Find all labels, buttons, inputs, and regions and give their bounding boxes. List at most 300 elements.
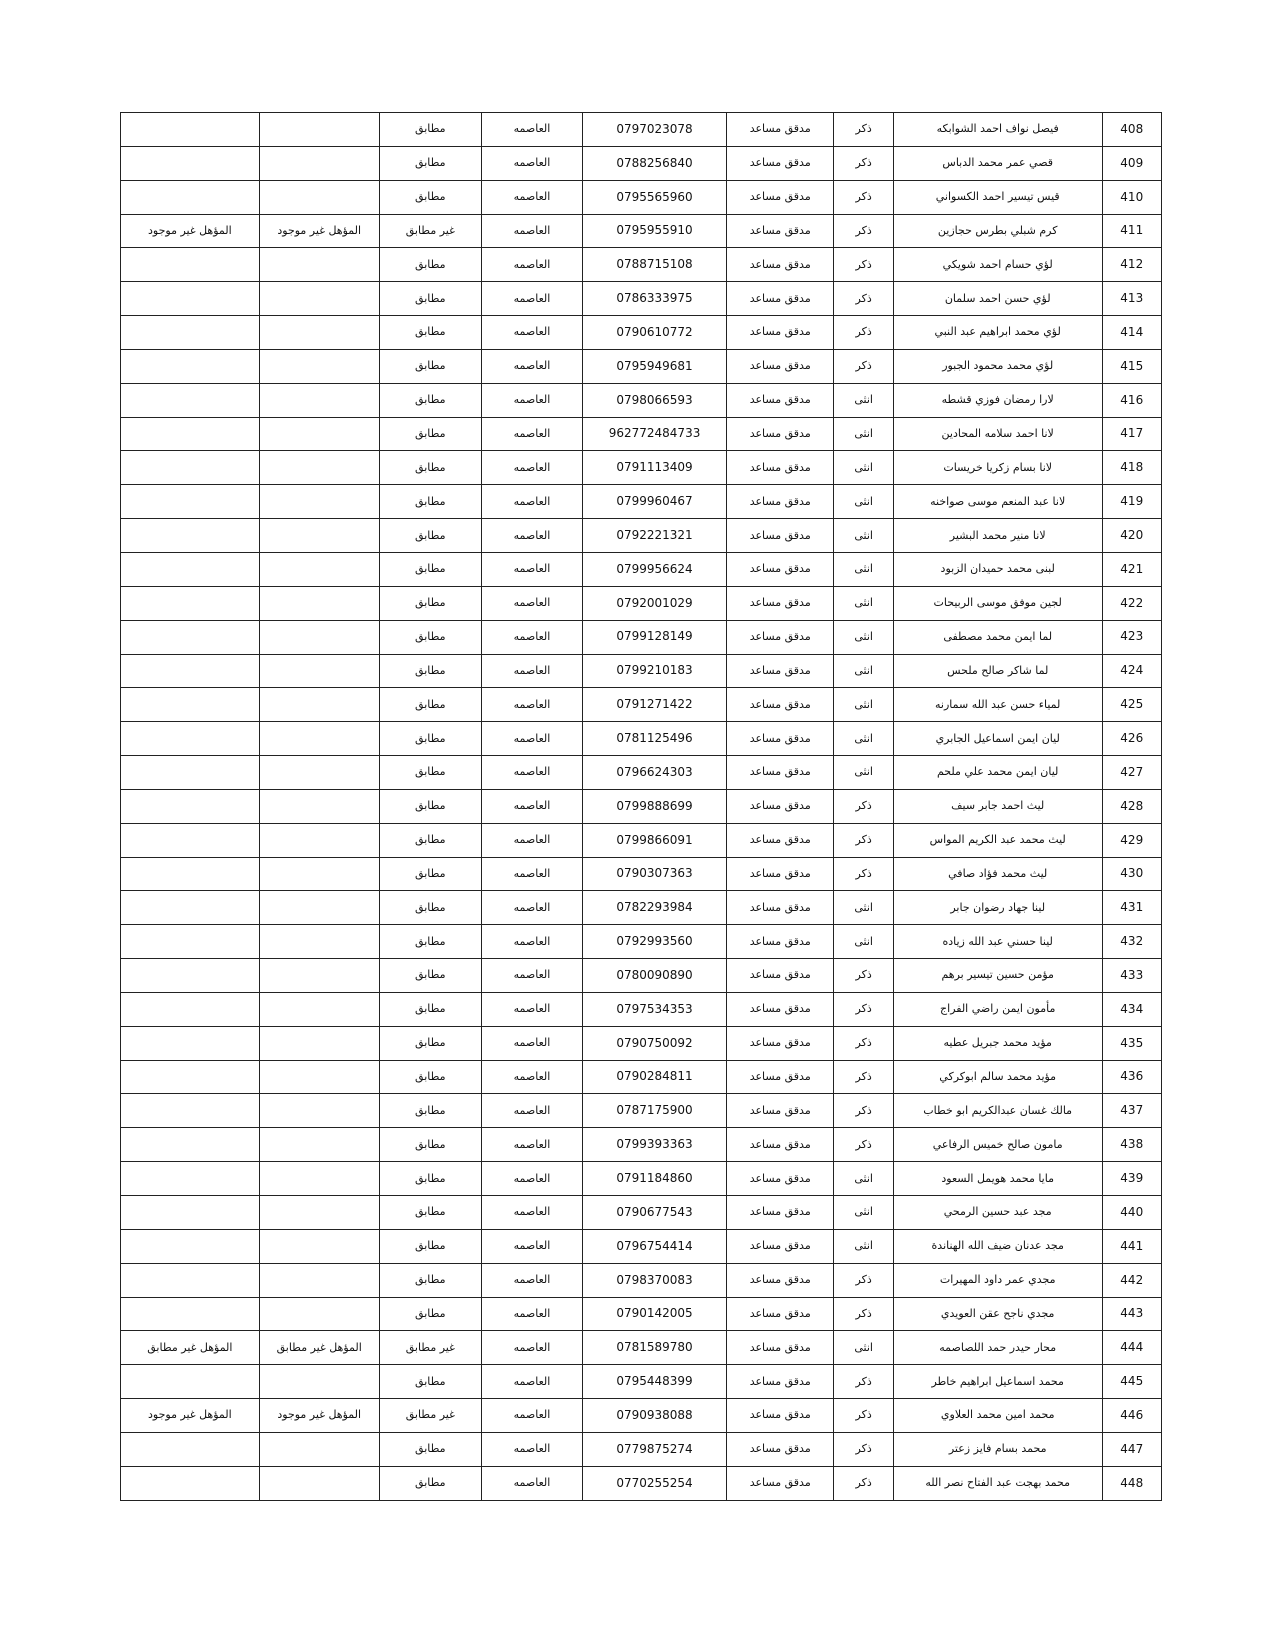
job-title-cell: مدقق مساعد [727,1060,834,1094]
phone-cell: 0799960467 [583,485,727,519]
full-name-cell: ليث محمد عبد الكريم المواس [893,823,1102,857]
full-name-cell: لما ايمن محمد مصطفى [893,620,1102,654]
full-name-cell: لانا منير محمد البشير [893,519,1102,553]
qualification-note-2-cell [121,1162,260,1196]
match-status-cell: مطابق [379,722,481,756]
full-name-cell: ليان ايمن محمد علي ملحم [893,756,1102,790]
full-name-cell: قيس تيسير احمد الكسواني [893,180,1102,214]
region-cell: العاصمه [481,959,582,993]
table-row [121,959,1162,993]
phone-cell: 0790938088 [583,1399,727,1433]
job-title-cell: مدقق مساعد [727,146,834,180]
gender-cell: ذكر [834,1297,893,1331]
phone-cell: 0799866091 [583,823,727,857]
qualification-note-1-cell: المؤهل غير موجود [259,214,379,248]
region-cell: العاصمه [481,891,582,925]
phone-cell: 0786333975 [583,282,727,316]
gender-cell: انثى [834,485,893,519]
row-number-cell: 420 [1102,519,1162,553]
match-status-cell: مطابق [379,417,481,451]
match-status-cell: مطابق [379,1060,481,1094]
qualification-note-1-cell [259,1297,379,1331]
gender-cell: ذكر [834,349,893,383]
qualification-note-1-cell [259,620,379,654]
table-row [121,146,1162,180]
job-title-cell: مدقق مساعد [727,586,834,620]
phone-cell: 0780090890 [583,959,727,993]
phone-cell: 0795565960 [583,180,727,214]
row-number-cell: 445 [1102,1365,1162,1399]
job-title-cell: مدقق مساعد [727,654,834,688]
job-title-cell: مدقق مساعد [727,1229,834,1263]
job-title-cell: مدقق مساعد [727,1432,834,1466]
job-title-cell: مدقق مساعد [727,180,834,214]
qualification-note-1-cell [259,586,379,620]
qualification-note-1-cell [259,451,379,485]
gender-cell: ذكر [834,248,893,282]
qualification-note-2-cell [121,992,260,1026]
row-number-cell: 448 [1102,1466,1162,1500]
job-title-cell: مدقق مساعد [727,349,834,383]
job-title-cell: مدقق مساعد [727,1094,834,1128]
full-name-cell: مؤيد محمد جبريل عطيه [893,1026,1102,1060]
gender-cell: انثى [834,620,893,654]
job-title-cell: مدقق مساعد [727,282,834,316]
full-name-cell: لانا بسام زكريا خريسات [893,451,1102,485]
qualification-note-1-cell [259,1196,379,1230]
phone-cell: 0787175900 [583,1094,727,1128]
job-title-cell: مدقق مساعد [727,383,834,417]
row-number-cell: 412 [1102,248,1162,282]
job-title-cell: مدقق مساعد [727,1331,834,1365]
gender-cell: ذكر [834,214,893,248]
table-row [121,891,1162,925]
full-name-cell: لينا جهاد رضوان جابر [893,891,1102,925]
match-status-cell: مطابق [379,1297,481,1331]
phone-cell: 0791113409 [583,451,727,485]
job-title-cell: مدقق مساعد [727,552,834,586]
qualification-note-2-cell [121,925,260,959]
job-title-cell: مدقق مساعد [727,925,834,959]
row-number-cell: 430 [1102,857,1162,891]
phone-cell: 0799128149 [583,620,727,654]
phone-cell: 0797023078 [583,113,727,147]
qualification-note-1-cell [259,248,379,282]
gender-cell: ذكر [834,1365,893,1399]
qualification-note-1-cell [259,891,379,925]
qualification-note-1-cell [259,959,379,993]
gender-cell: ذكر [834,282,893,316]
match-status-cell: مطابق [379,1196,481,1230]
table-row [121,383,1162,417]
region-cell: العاصمه [481,214,582,248]
qualification-note-2-cell [121,146,260,180]
region-cell: العاصمه [481,992,582,1026]
table-row [121,756,1162,790]
gender-cell: انثى [834,417,893,451]
match-status-cell: مطابق [379,789,481,823]
table-row [121,620,1162,654]
job-title-cell: مدقق مساعد [727,1365,834,1399]
gender-cell: ذكر [834,1399,893,1433]
table-row [121,1026,1162,1060]
phone-cell: 0790677543 [583,1196,727,1230]
row-number-cell: 442 [1102,1263,1162,1297]
row-number-cell: 408 [1102,113,1162,147]
qualification-note-1-cell [259,925,379,959]
match-status-cell: غير مطابق [379,214,481,248]
match-status-cell: غير مطابق [379,1399,481,1433]
table-row [121,282,1162,316]
row-number-cell: 421 [1102,552,1162,586]
phone-cell: 0792001029 [583,586,727,620]
row-number-cell: 419 [1102,485,1162,519]
qualification-note-1-cell: المؤهل غير موجود [259,1399,379,1433]
match-status-cell: مطابق [379,756,481,790]
qualification-note-2-cell [121,1060,260,1094]
full-name-cell: محمد بسام فايز زعتر [893,1432,1102,1466]
match-status-cell: مطابق [379,959,481,993]
gender-cell: انثى [834,925,893,959]
match-status-cell: مطابق [379,349,481,383]
gender-cell: انثى [834,756,893,790]
phone-cell: 0795955910 [583,214,727,248]
phone-cell: 0792993560 [583,925,727,959]
region-cell: العاصمه [481,1026,582,1060]
region-cell: العاصمه [481,451,582,485]
qualification-note-1-cell [259,1229,379,1263]
phone-cell: 0781125496 [583,722,727,756]
region-cell: العاصمه [481,146,582,180]
phone-cell: 962772484733 [583,417,727,451]
row-number-cell: 418 [1102,451,1162,485]
gender-cell: انثى [834,1229,893,1263]
qualification-note-1-cell [259,383,379,417]
table-row [121,1466,1162,1500]
phone-cell: 0770255254 [583,1466,727,1500]
table-row [121,451,1162,485]
region-cell: العاصمه [481,586,582,620]
gender-cell: ذكر [834,1060,893,1094]
qualification-note-2-cell [121,688,260,722]
row-number-cell: 447 [1102,1432,1162,1466]
row-number-cell: 417 [1102,417,1162,451]
qualification-note-2-cell [121,552,260,586]
qualification-note-2-cell [121,789,260,823]
region-cell: العاصمه [481,282,582,316]
table-row [121,688,1162,722]
table-row [121,552,1162,586]
match-status-cell: مطابق [379,282,481,316]
full-name-cell: فيصل نواف احمد الشوابكه [893,113,1102,147]
job-title-cell: مدقق مساعد [727,451,834,485]
table-row [121,519,1162,553]
qualification-note-2-cell [121,756,260,790]
match-status-cell: غير مطابق [379,1331,481,1365]
row-number-cell: 432 [1102,925,1162,959]
match-status-cell: مطابق [379,925,481,959]
match-status-cell: مطابق [379,857,481,891]
qualification-note-2-cell [121,383,260,417]
row-number-cell: 440 [1102,1196,1162,1230]
gender-cell: انثى [834,1162,893,1196]
gender-cell: ذكر [834,959,893,993]
qualification-note-2-cell [121,654,260,688]
qualification-note-1-cell [259,1094,379,1128]
qualification-note-1-cell [259,756,379,790]
phone-cell: 0798066593 [583,383,727,417]
job-title-cell: مدقق مساعد [727,756,834,790]
row-number-cell: 415 [1102,349,1162,383]
phone-cell: 0799393363 [583,1128,727,1162]
full-name-cell: لارا رمضان فوزي قشطه [893,383,1102,417]
match-status-cell: مطابق [379,823,481,857]
gender-cell: ذكر [834,789,893,823]
qualification-note-1-cell [259,857,379,891]
gender-cell: ذكر [834,1432,893,1466]
qualification-note-1-cell [259,282,379,316]
region-cell: العاصمه [481,1399,582,1433]
region-cell: العاصمه [481,789,582,823]
phone-cell: 0790750092 [583,1026,727,1060]
match-status-cell: مطابق [379,383,481,417]
match-status-cell: مطابق [379,180,481,214]
qualification-note-1-cell [259,654,379,688]
match-status-cell: مطابق [379,620,481,654]
qualification-note-1-cell: المؤهل غير مطابق [259,1331,379,1365]
job-title-cell: مدقق مساعد [727,113,834,147]
qualification-note-1-cell [259,1026,379,1060]
qualification-note-2-cell: المؤهل غير مطابق [121,1331,260,1365]
phone-cell: 0799956624 [583,552,727,586]
row-number-cell: 443 [1102,1297,1162,1331]
phone-cell: 0782293984 [583,891,727,925]
table-row [121,417,1162,451]
job-title-cell: مدقق مساعد [727,1466,834,1500]
qualification-note-2-cell [121,722,260,756]
job-title-cell: مدقق مساعد [727,891,834,925]
region-cell: العاصمه [481,180,582,214]
full-name-cell: مجدي ناجح عقن العويدي [893,1297,1102,1331]
full-name-cell: لؤي حسام احمد شويكي [893,248,1102,282]
qualification-note-2-cell [121,451,260,485]
qualification-note-2-cell [121,1094,260,1128]
qualification-note-1-cell [259,485,379,519]
qualification-note-1-cell [259,722,379,756]
table-row [121,1263,1162,1297]
row-number-cell: 422 [1102,586,1162,620]
qualification-note-1-cell [259,1432,379,1466]
phone-cell: 0795949681 [583,349,727,383]
table-row [121,214,1162,248]
job-title-cell: مدقق مساعد [727,1399,834,1433]
row-number-cell: 425 [1102,688,1162,722]
qualification-note-2-cell [121,248,260,282]
full-name-cell: لانا احمد سلامه المحادين [893,417,1102,451]
table-row [121,823,1162,857]
qualification-note-2-cell [121,586,260,620]
job-title-cell: مدقق مساعد [727,823,834,857]
table-row [121,992,1162,1026]
phone-cell: 0788715108 [583,248,727,282]
gender-cell: انثى [834,654,893,688]
region-cell: العاصمه [481,113,582,147]
job-title-cell: مدقق مساعد [727,620,834,654]
table-row [121,586,1162,620]
match-status-cell: مطابق [379,1263,481,1297]
job-title-cell: مدقق مساعد [727,485,834,519]
table-body [121,113,1162,1501]
full-name-cell: مجد عدنان ضيف الله الهناندة [893,1229,1102,1263]
qualification-note-2-cell [121,1128,260,1162]
gender-cell: انثى [834,586,893,620]
region-cell: العاصمه [481,1162,582,1196]
full-name-cell: لبنى محمد حميدان الزبود [893,552,1102,586]
table-row [121,485,1162,519]
qualification-note-2-cell [121,1365,260,1399]
qualification-note-1-cell [259,417,379,451]
table-row [121,1432,1162,1466]
region-cell: العاصمه [481,1432,582,1466]
qualification-note-1-cell [259,1128,379,1162]
region-cell: العاصمه [481,349,582,383]
region-cell: العاصمه [481,654,582,688]
match-status-cell: مطابق [379,992,481,1026]
qualification-note-1-cell [259,1466,379,1500]
qualification-note-1-cell [259,1263,379,1297]
row-number-cell: 435 [1102,1026,1162,1060]
row-number-cell: 416 [1102,383,1162,417]
full-name-cell: محمد بهجت عبد الفتاح نصر الله [893,1466,1102,1500]
gender-cell: ذكر [834,1466,893,1500]
table-row [121,857,1162,891]
full-name-cell: مؤمن حسين تيسير برهم [893,959,1102,993]
gender-cell: انثى [834,451,893,485]
qualification-note-1-cell [259,519,379,553]
table-row [121,1331,1162,1365]
qualification-note-1-cell [259,552,379,586]
gender-cell: ذكر [834,1263,893,1297]
row-number-cell: 411 [1102,214,1162,248]
region-cell: العاصمه [481,1094,582,1128]
full-name-cell: مجدي عمر داود المهيرات [893,1263,1102,1297]
full-name-cell: محار حيدر حمد اللصاصمه [893,1331,1102,1365]
qualification-note-1-cell [259,1060,379,1094]
match-status-cell: مطابق [379,688,481,722]
job-title-cell: مدقق مساعد [727,688,834,722]
region-cell: العاصمه [481,485,582,519]
gender-cell: ذكر [834,1026,893,1060]
gender-cell: انثى [834,891,893,925]
table-row [121,925,1162,959]
match-status-cell: مطابق [379,1466,481,1500]
table-row [121,1162,1162,1196]
full-name-cell: لينا حسني عبد الله زياده [893,925,1102,959]
qualification-note-2-cell [121,1196,260,1230]
gender-cell: ذكر [834,823,893,857]
table-row [121,349,1162,383]
phone-cell: 0790610772 [583,316,727,350]
qualification-note-1-cell [259,180,379,214]
job-title-cell: مدقق مساعد [727,1297,834,1331]
qualification-note-1-cell [259,316,379,350]
table-row [121,789,1162,823]
qualification-note-2-cell [121,620,260,654]
gender-cell: انثى [834,722,893,756]
match-status-cell: مطابق [379,316,481,350]
full-name-cell: مأمون ايمن راضي الفراج [893,992,1102,1026]
job-title-cell: مدقق مساعد [727,1026,834,1060]
match-status-cell: مطابق [379,485,481,519]
full-name-cell: لجين موفق موسى الربيحات [893,586,1102,620]
qualification-note-2-cell [121,180,260,214]
match-status-cell: مطابق [379,1432,481,1466]
region-cell: العاصمه [481,1196,582,1230]
match-status-cell: مطابق [379,552,481,586]
row-number-cell: 414 [1102,316,1162,350]
row-number-cell: 429 [1102,823,1162,857]
qualification-note-2-cell [121,1297,260,1331]
qualification-note-1-cell [259,349,379,383]
row-number-cell: 441 [1102,1229,1162,1263]
row-number-cell: 434 [1102,992,1162,1026]
match-status-cell: مطابق [379,113,481,147]
row-number-cell: 444 [1102,1331,1162,1365]
match-status-cell: مطابق [379,1229,481,1263]
match-status-cell: مطابق [379,1026,481,1060]
region-cell: العاصمه [481,1297,582,1331]
qualification-note-2-cell [121,519,260,553]
row-number-cell: 438 [1102,1128,1162,1162]
gender-cell: ذكر [834,857,893,891]
region-cell: العاصمه [481,417,582,451]
phone-cell: 0788256840 [583,146,727,180]
qualification-note-2-cell [121,1229,260,1263]
table-row [121,1128,1162,1162]
job-title-cell: مدقق مساعد [727,992,834,1026]
table-row [121,316,1162,350]
phone-cell: 0790284811 [583,1060,727,1094]
table-row [121,1229,1162,1263]
qualification-note-1-cell [259,1162,379,1196]
qualification-note-2-cell [121,959,260,993]
region-cell: العاصمه [481,620,582,654]
full-name-cell: مؤيد محمد سالم ابوكركي [893,1060,1102,1094]
phone-cell: 0796624303 [583,756,727,790]
region-cell: العاصمه [481,1229,582,1263]
gender-cell: انثى [834,519,893,553]
region-cell: العاصمه [481,925,582,959]
region-cell: العاصمه [481,722,582,756]
match-status-cell: مطابق [379,1365,481,1399]
region-cell: العاصمه [481,756,582,790]
job-title-cell: مدقق مساعد [727,248,834,282]
phone-cell: 0798370083 [583,1263,727,1297]
row-number-cell: 413 [1102,282,1162,316]
qualification-note-2-cell [121,1432,260,1466]
row-number-cell: 446 [1102,1399,1162,1433]
gender-cell: ذكر [834,113,893,147]
row-number-cell: 437 [1102,1094,1162,1128]
row-number-cell: 410 [1102,180,1162,214]
phone-cell: 0781589780 [583,1331,727,1365]
qualification-note-2-cell [121,1466,260,1500]
job-title-cell: مدقق مساعد [727,959,834,993]
full-name-cell: محمد امين محمد العلاوي [893,1399,1102,1433]
qualification-note-2-cell [121,1263,260,1297]
row-number-cell: 424 [1102,654,1162,688]
match-status-cell: مطابق [379,586,481,620]
